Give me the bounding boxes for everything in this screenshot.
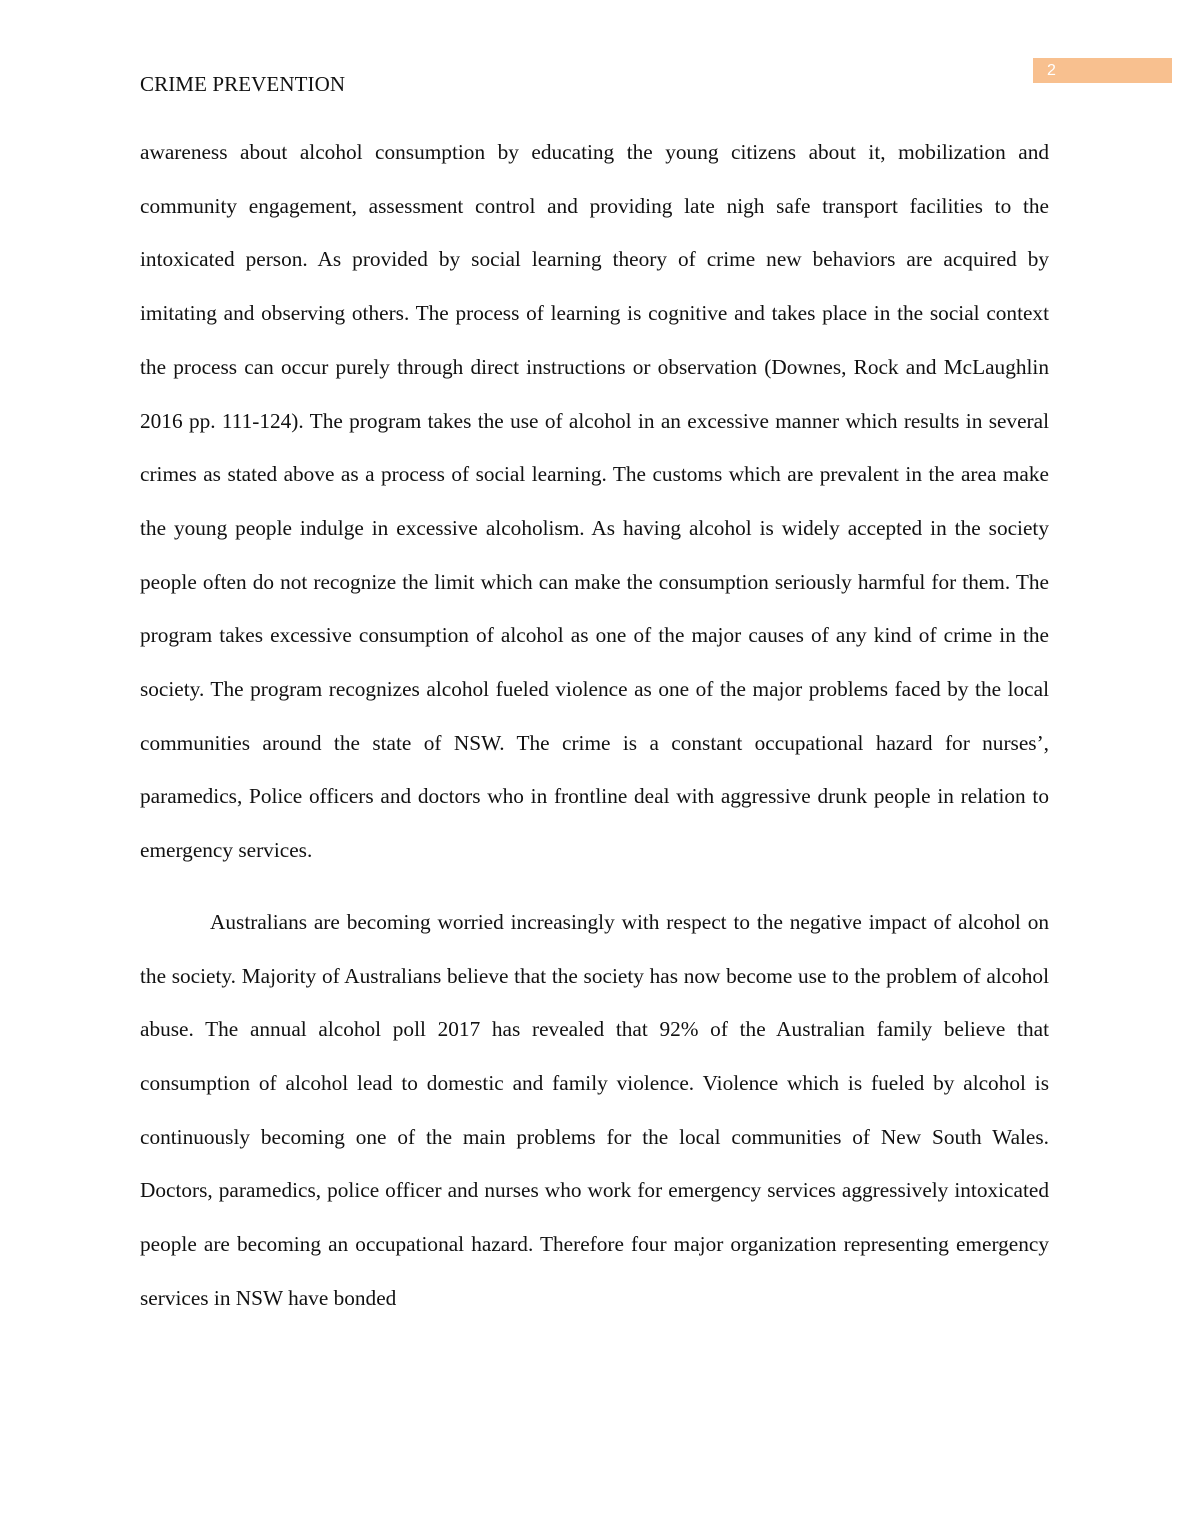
running-head: CRIME PREVENTION bbox=[140, 72, 346, 96]
page-number: 2 bbox=[1033, 58, 1172, 83]
paragraph-1: awareness about alcohol consumption by educating the young citizens about it, mobilization and community engagement, assessment control and providing late nigh safe transport facilities to the intoxicated person. As provided by social learning theory of crime new behaviors are acquired by imitating and observing others. The process of learning is cognitive and takes place in the social context the process can occur purely through direct instructions or observation (Downes, Rock and McLaughlin 2016 pp. 111-124). The program takes the use of alcohol in an excessive manner which results in several crimes as stated above as a process of social learning. The customs which are prevalent in the area make the young people indulge in excessive alcoholism. As having alcohol is widely accepted in the society people often do not recognize the limit which can make the consumption seriously harmful for them. The program takes excessive consumption of alcohol as one of the major causes of any kind of crime in the society. The program recognizes alcohol fueled violence as one of the major problems faced by the local communities around the state of NSW. The crime is a constant occupational hazard for nurses’, paramedics, Police officers and doctors who in frontline deal with aggressive drunk people in relation to emergency services. bbox=[140, 140, 1049, 863]
paragraph-2: Australians are becoming worried increasingly with respect to the negative impact of alcohol on the society. Majority of Australians believe that the society has now become use to the problem of alcohol abuse. The annual alcohol poll 2017 has revealed that 92% of the Australian family believe that consumption of alcohol lead to domestic and family violence. Violence which is fueled by alcohol is continuously becoming one of the main problems for the local communities of New South Wales. Doctors, paramedics, police officer and nurses who work for emergency services aggressively intoxicated people are becoming an occupational hazard. Therefore four major organization representing emergency services in NSW have bonded bbox=[140, 909, 1049, 1310]
body-text bbox=[140, 126, 1049, 1325]
